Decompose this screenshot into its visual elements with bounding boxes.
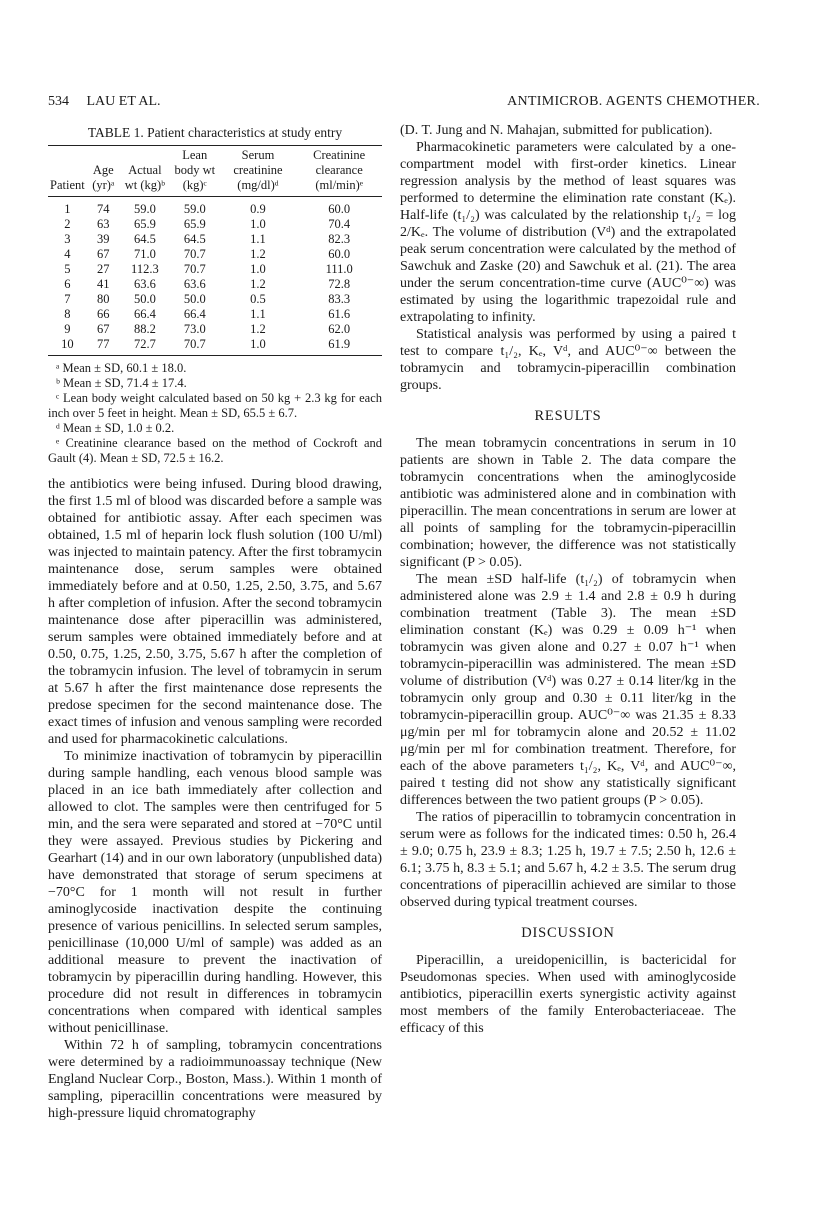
table-cell: 6	[64, 277, 71, 291]
table-cell: 27	[97, 262, 110, 276]
table-cell: 0.9	[250, 202, 266, 216]
paragraph: the antibiotics were being infused. During blood drawing, the first 1.5 ml of blood was discarded before a sample was obtained for antibiotic assay. After each specimen was obtained, 1.5 ml of heparin lock flush solution (100 U/ml) was injected to maintain patency. After the first tobramycin maintenance dose, serum samples were obtained immediately before and at 0.50, 1.25, 2.50, 3.75, and 5.67 h after completion of infusion. After the second tobramycin maintenance dose after piperacillin was administered, serum samples were obtained immediately before and at 0.50, 0.75, 1.25, 2.50, 3.75, 5.67 h after the completion of the tobramycin infusion. The level of tobramycin in serum at 5.67 h after the first maintenance dose represents the predose specimen for the second maintenance dose. The exact times of infusion and venous sampling were recorded and used for pharmacokinetic calculations.	[48, 477, 382, 747]
table-row	[48, 292, 382, 307]
column-header: Actual wt (kg)ᵇ	[124, 163, 166, 192]
table-cell: 64.5	[133, 232, 156, 246]
table-cell: 10	[61, 337, 74, 351]
discussion-heading: DISCUSSION	[521, 925, 615, 941]
table-cell: 70.7	[183, 262, 206, 276]
table-cell: 1.2	[250, 277, 266, 291]
journal-name: ANTIMICROB. AGENTS CHEMOTHER.	[507, 94, 760, 109]
table-cell: 2	[64, 217, 71, 231]
column-header: Creatinine clearance (ml/min)ᵉ	[313, 148, 366, 192]
paragraph: The mean tobramycin concentrations in serum in 10 patients are shown in Table 2. The data compare the tobramycin concentrations when the aminoglycoside antibiotic was administered alone and in combination with piperacillin. The mean concentrations in serum are lower at all points of sampling for the tobramycin-piperacillin combination; however, the difference was not statistically significant (P > 0.05).	[400, 436, 736, 570]
table-cell: 66	[97, 307, 110, 321]
table-footnote: ᵈ Mean ± SD, 1.0 ± 0.2.	[56, 421, 175, 435]
table-cell: 7	[64, 292, 71, 306]
table-row	[48, 277, 382, 292]
left-body-text	[48, 476, 382, 1122]
table-cell: 70.7	[183, 337, 206, 351]
table-cell: 60.0	[328, 247, 351, 261]
table-cell: 60.0	[328, 202, 351, 216]
methods-text	[400, 122, 736, 394]
table-cell: 0.5	[250, 292, 266, 306]
table-cell: 1.0	[250, 217, 266, 231]
page-number: 534	[48, 94, 69, 109]
table-cell: 59.0	[133, 202, 156, 216]
table-cell: 3	[64, 232, 71, 246]
table-cell: 39	[97, 232, 110, 246]
paragraph: Statistical analysis was performed by using a paired t test to compare t₁/₂, Kₑ, Vᵈ, and AUC⁰⁻∞ between the tobramycin and tobramycin-piperacillin combination groups.	[400, 327, 736, 393]
paragraph: Within 72 h of sampling, tobramycin concentrations were determined by a radioimmunoassay technique (New England Nuclear Corp., Boston, Mass.). Within 1 month of sampling, piperacillin concentrations were measured by high-pressure liquid chromatography	[48, 1038, 382, 1121]
column-header: Age (yr)ᵃ	[92, 163, 115, 192]
table-cell: 65.9	[133, 217, 156, 231]
table-cell: 5	[64, 262, 71, 276]
paragraph: The ratios of piperacillin to tobramycin concentration in serum were as follows for the indicated times: 0.50 h, 26.4 ± 9.0; 0.75 h, 23.9 ± 8.3; 1.25 h, 19.7 ± 7.5; 2.50 h, 12.6 ± 6.1; 3.75 h, 8.3 ± 5.1; and 5.67 h, 4.2 ± 3.5. The serum drug concentrations of piperacillin achieved are similar to those observed during typical treatment courses.	[400, 810, 736, 910]
table-cell: 82.3	[328, 232, 351, 246]
table-cell: 8	[64, 307, 71, 321]
table-cell: 41	[97, 277, 110, 291]
table-cell: 9	[64, 322, 71, 336]
table-cell: 71.0	[133, 247, 156, 261]
table-cell: 63.6	[183, 277, 206, 291]
paragraph: Pharmacokinetic parameters were calculated by a one-compartment model with first-order kinetics. Linear regression analysis by the method of least squares was performed to determine the elimination rate constant (Kₑ). Half-life (t₁/₂) was calculated by the relationship t₁/₂ = log 2/Kₑ. The volume of distribution (Vᵈ) and the extrapolated peak serum concentration were calculated by the method of Sawchuk and Zaske (20) and Sawchuk et al. (21). The area under the serum concentration-time curve (AUC⁰⁻∞) was estimated by using the logarithmic trapezoidal rule and extrapolating to infinity.	[400, 140, 736, 325]
table-footnote: ᵃ Mean ± SD, 60.1 ± 18.0.	[56, 361, 187, 375]
right-column	[400, 122, 736, 1037]
table-cell: 80	[97, 292, 110, 306]
table-cell: 1.1	[250, 307, 266, 321]
table-row	[48, 262, 382, 277]
running-header	[48, 94, 760, 114]
table-footnote: ᵇ Mean ± SD, 71.4 ± 17.4.	[56, 376, 187, 390]
column-header: Lean body wt (kg)ᶜ	[174, 148, 216, 192]
table-cell: 61.9	[328, 337, 351, 351]
table-cell: 66.4	[183, 307, 206, 321]
table-header-row	[48, 146, 382, 197]
table-cell: 1.2	[250, 322, 266, 336]
table-cell: 66.4	[133, 307, 156, 321]
table-cell: 65.9	[183, 217, 206, 231]
table-body	[48, 197, 382, 356]
table-row	[48, 322, 382, 337]
table-cell: 1.0	[250, 337, 266, 351]
paragraph: To minimize inactivation of tobramycin by piperacillin during sample handling, each venous blood sample was placed in an ice bath immediately after collection and allowed to clot. The samples were then centrifuged for 5 min, and the sera were separated and stored at −70°C until they were assayed. Previous studies by Pickering and Gearhart (14) and in our own laboratory (unpublished data) have demonstrated that storage of serum specimens at −70°C for 1 month will not result in further aminoglycoside inactivation despite the continuing presence of various penicillins. In selected serum samples, penicillinase (10,000 U/ml of sample) was added as an additional measure to prevent the inactivation of tobramycin by piperacillin during handling. However, this procedure did not result in differences in tobramycin concentrations when compared with identical samples without penicillinase.	[48, 749, 382, 1036]
table-cell: 1.2	[250, 247, 266, 261]
table-cell: 50.0	[183, 292, 206, 306]
table-footnote: ᶜ Lean body weight calculated based on 50 kg + 2.3 kg for each inch over 5 feet in height. Mean ± SD, 65.5 ± 6.7.	[48, 391, 382, 420]
paragraph: Piperacillin, a ureidopenicillin, is bactericidal for Pseudomonas species. When used with aminoglycoside antibiotics, piperacillin exerts synergistic activity against most members of the family Enterobacteriaceae. The efficacy of this	[400, 953, 736, 1036]
table-cell: 73.0	[183, 322, 206, 336]
results-text	[400, 435, 736, 911]
table-cell: 1.0	[250, 262, 266, 276]
table-cell: 88.2	[133, 322, 156, 336]
table-cell: 50.0	[133, 292, 156, 306]
table-title: TABLE 1. Patient characteristics at study entry	[87, 125, 343, 140]
table-cell: 70.4	[328, 217, 351, 231]
table-cell: 63.6	[133, 277, 156, 291]
table-cell: 4	[64, 247, 71, 261]
table-footnote: ᵉ Creatinine clearance based on the method of Cockroft and Gault (4). Mean ± SD, 72.5 ± 16.2.	[48, 436, 382, 465]
table-footnotes	[48, 361, 382, 466]
column-header: Serum creatinine (mg/dl)ᵈ	[233, 148, 283, 192]
table-row	[48, 217, 382, 232]
paragraph: (D. T. Jung and N. Mahajan, submitted for publication).	[400, 123, 713, 138]
table-cell: 111.0	[325, 262, 353, 276]
table-row	[48, 337, 382, 356]
table-row	[48, 247, 382, 262]
patient-characteristics-table	[48, 145, 382, 356]
table-cell: 72.8	[328, 277, 351, 291]
table-cell: 61.6	[328, 307, 351, 321]
table-cell: 112.3	[131, 262, 159, 276]
table-cell: 74	[97, 202, 110, 216]
table-cell: 63	[97, 217, 110, 231]
header-left	[48, 94, 175, 110]
results-heading: RESULTS	[534, 408, 602, 424]
table-cell: 77	[97, 337, 110, 351]
table-cell: 67	[97, 247, 110, 261]
table-cell: 62.0	[328, 322, 351, 336]
table-cell: 70.7	[183, 247, 206, 261]
table-cell: 64.5	[183, 232, 206, 246]
table-row	[48, 197, 382, 218]
table-cell: 83.3	[328, 292, 351, 306]
author-line: LAU ET AL.	[86, 94, 161, 109]
table-cell: 1	[64, 202, 71, 216]
left-column	[48, 122, 382, 1122]
table-cell: 1.1	[250, 232, 266, 246]
table-cell: 67	[97, 322, 110, 336]
table-cell: 59.0	[183, 202, 206, 216]
table-cell: 72.7	[133, 337, 156, 351]
discussion-text	[400, 952, 736, 1037]
table-row	[48, 232, 382, 247]
column-header: Patient	[50, 178, 85, 192]
table-row	[48, 307, 382, 322]
paragraph: The mean ±SD half-life (t₁/₂) of tobramycin when administered alone was 2.9 ± 1.4 and 2.8 ± 0.9 h during combination treatment (Table 3). The mean ±SD elimination constant (Kₑ) was 0.29 ± 0.09 h⁻¹ when tobramycin was given alone and 0.27 ± 0.07 h⁻¹ when tobramycin-piperacillin was administered. The mean ±SD volume of distribution (Vᵈ) was 0.27 ± 0.14 liter/kg in the tobramycin only group and 0.30 ± 0.11 liter/kg in the tobramycin-piperacillin group. AUC⁰⁻∞ was 21.35 ± 8.33 μg/min per ml for tobramycin alone and 20.52 ± 11.02 μg/min per ml for combination treatment. Therefore, for each of the above parameters t₁/₂, Kₑ, Vᵈ, and AUC⁰⁻∞, paired t testing did not show any statistically significant differences between the two patient groups (P > 0.05).	[400, 572, 736, 808]
